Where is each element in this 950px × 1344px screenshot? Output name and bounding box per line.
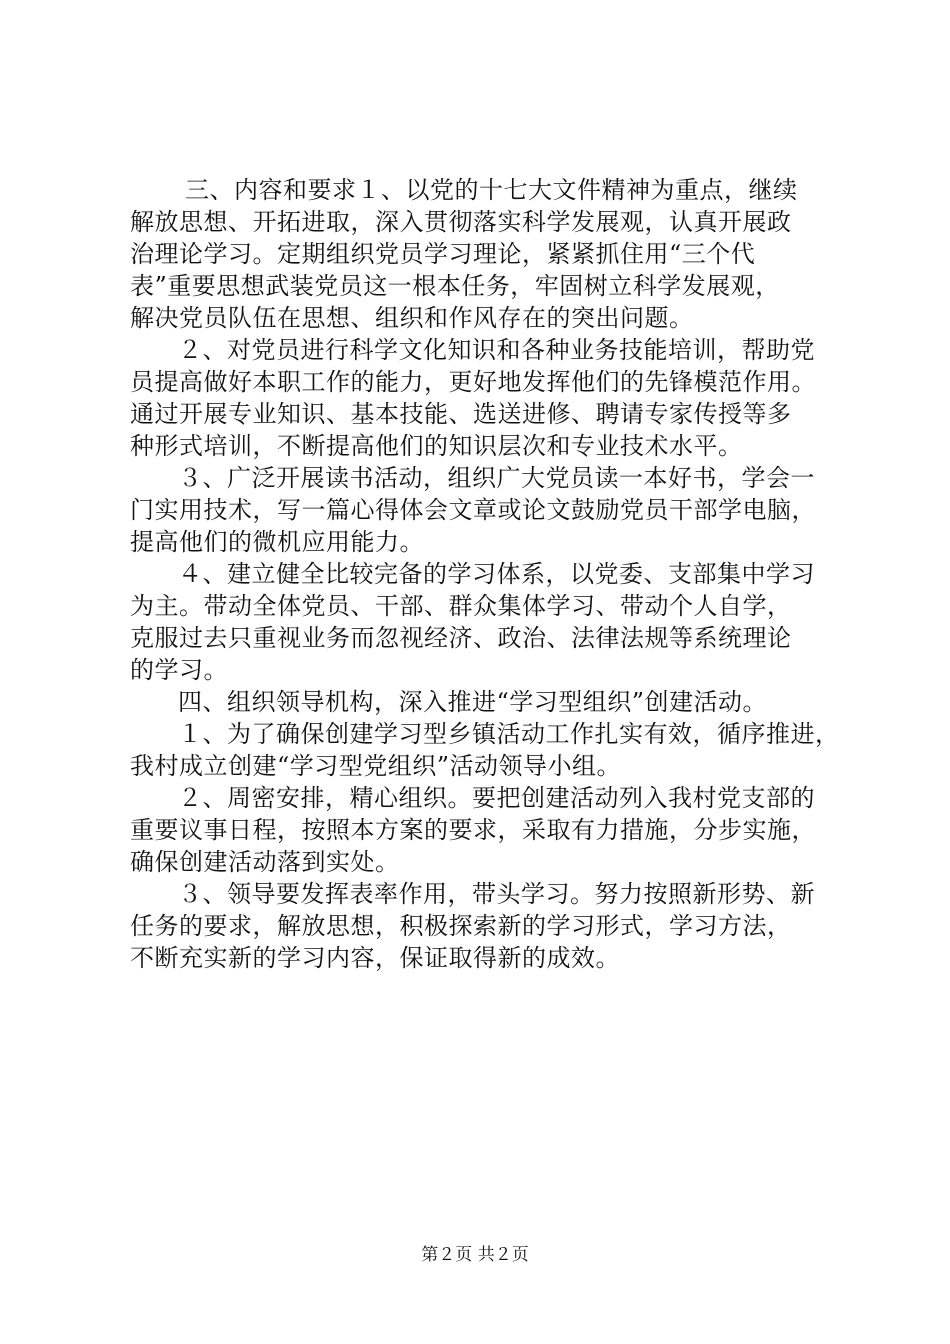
- text-line: ３、广泛开展读书活动，组织广大党员读一本好书，学会一: [178, 464, 815, 492]
- text-line: 治理论学习。定期组织党员学习理论，紧紧抓住用“三个代: [130, 240, 756, 268]
- text-line: ２、周密安排，精心组织。要把创建活动列入我村党支部的: [178, 784, 815, 812]
- text-line: ３、领导要发挥表率作用，带头学习。努力按照新形势、新: [178, 880, 815, 908]
- text-line: 三、内容和要求１、以党的十七大文件精神为重点，继续: [185, 176, 798, 204]
- text-line: 重要议事日程，按照本方案的要求，采取有力措施，分步实施，: [130, 816, 816, 844]
- text-line: ２、对党员进行科学文化知识和各种业务技能培训，帮助党: [178, 336, 815, 364]
- text-line: 不断充实新的学习内容，保证取得新的成效。: [130, 944, 620, 972]
- text-line: 确保创建活动落到实处。: [130, 848, 400, 876]
- text-line: ４、建立健全比较完备的学习体系，以党委、支部集中学习: [178, 560, 815, 588]
- text-line: 任务的要求，解放思想，积极探索新的学习形式，学习方法，: [130, 912, 792, 940]
- text-line: 门实用技术，写一篇心得体会文章或论文鼓励党员干部学电脑，: [130, 496, 816, 524]
- text-line: 我村成立创建“学习型党组织”活动领导小组。: [130, 752, 622, 780]
- text-line: １、为了确保创建学习型乡镇活动工作扎实有效，循序推进，: [178, 720, 840, 748]
- text-line: 解放思想、开拓进取，深入贯彻落实科学发展观，认真开展政: [130, 208, 792, 236]
- text-line: 解决党员队伍在思想、组织和作风存在的突出问题。: [130, 304, 694, 332]
- text-line: 员提高做好本职工作的能力，更好地发挥他们的先锋模范作用。: [130, 368, 816, 396]
- text-line: 表”重要思想武装党员这一根本任务，牢固树立科学发展观，: [130, 272, 780, 300]
- text-line: 提高他们的微机应用能力。: [130, 528, 424, 556]
- text-line: 克服过去只重视业务而忽视经济、政治、法律法规等系统理论: [130, 624, 792, 652]
- text-line: 为主。带动全体党员、干部、群众集体学习、带动个人自学，: [130, 592, 792, 620]
- page-footer: 第２页 共２页: [421, 1245, 529, 1265]
- text-line: 种形式培训，不断提高他们的知识层次和专业技术水平。: [130, 432, 743, 460]
- document-body: [130, 174, 840, 974]
- text-line: 通过开展专业知识、基本技能、选送进修、聘请专家传授等多: [130, 400, 792, 428]
- text-line: 的学习。: [130, 656, 228, 684]
- text-line: 四、组织领导机构，深入推进“学习型组织”创建活动。: [178, 688, 768, 716]
